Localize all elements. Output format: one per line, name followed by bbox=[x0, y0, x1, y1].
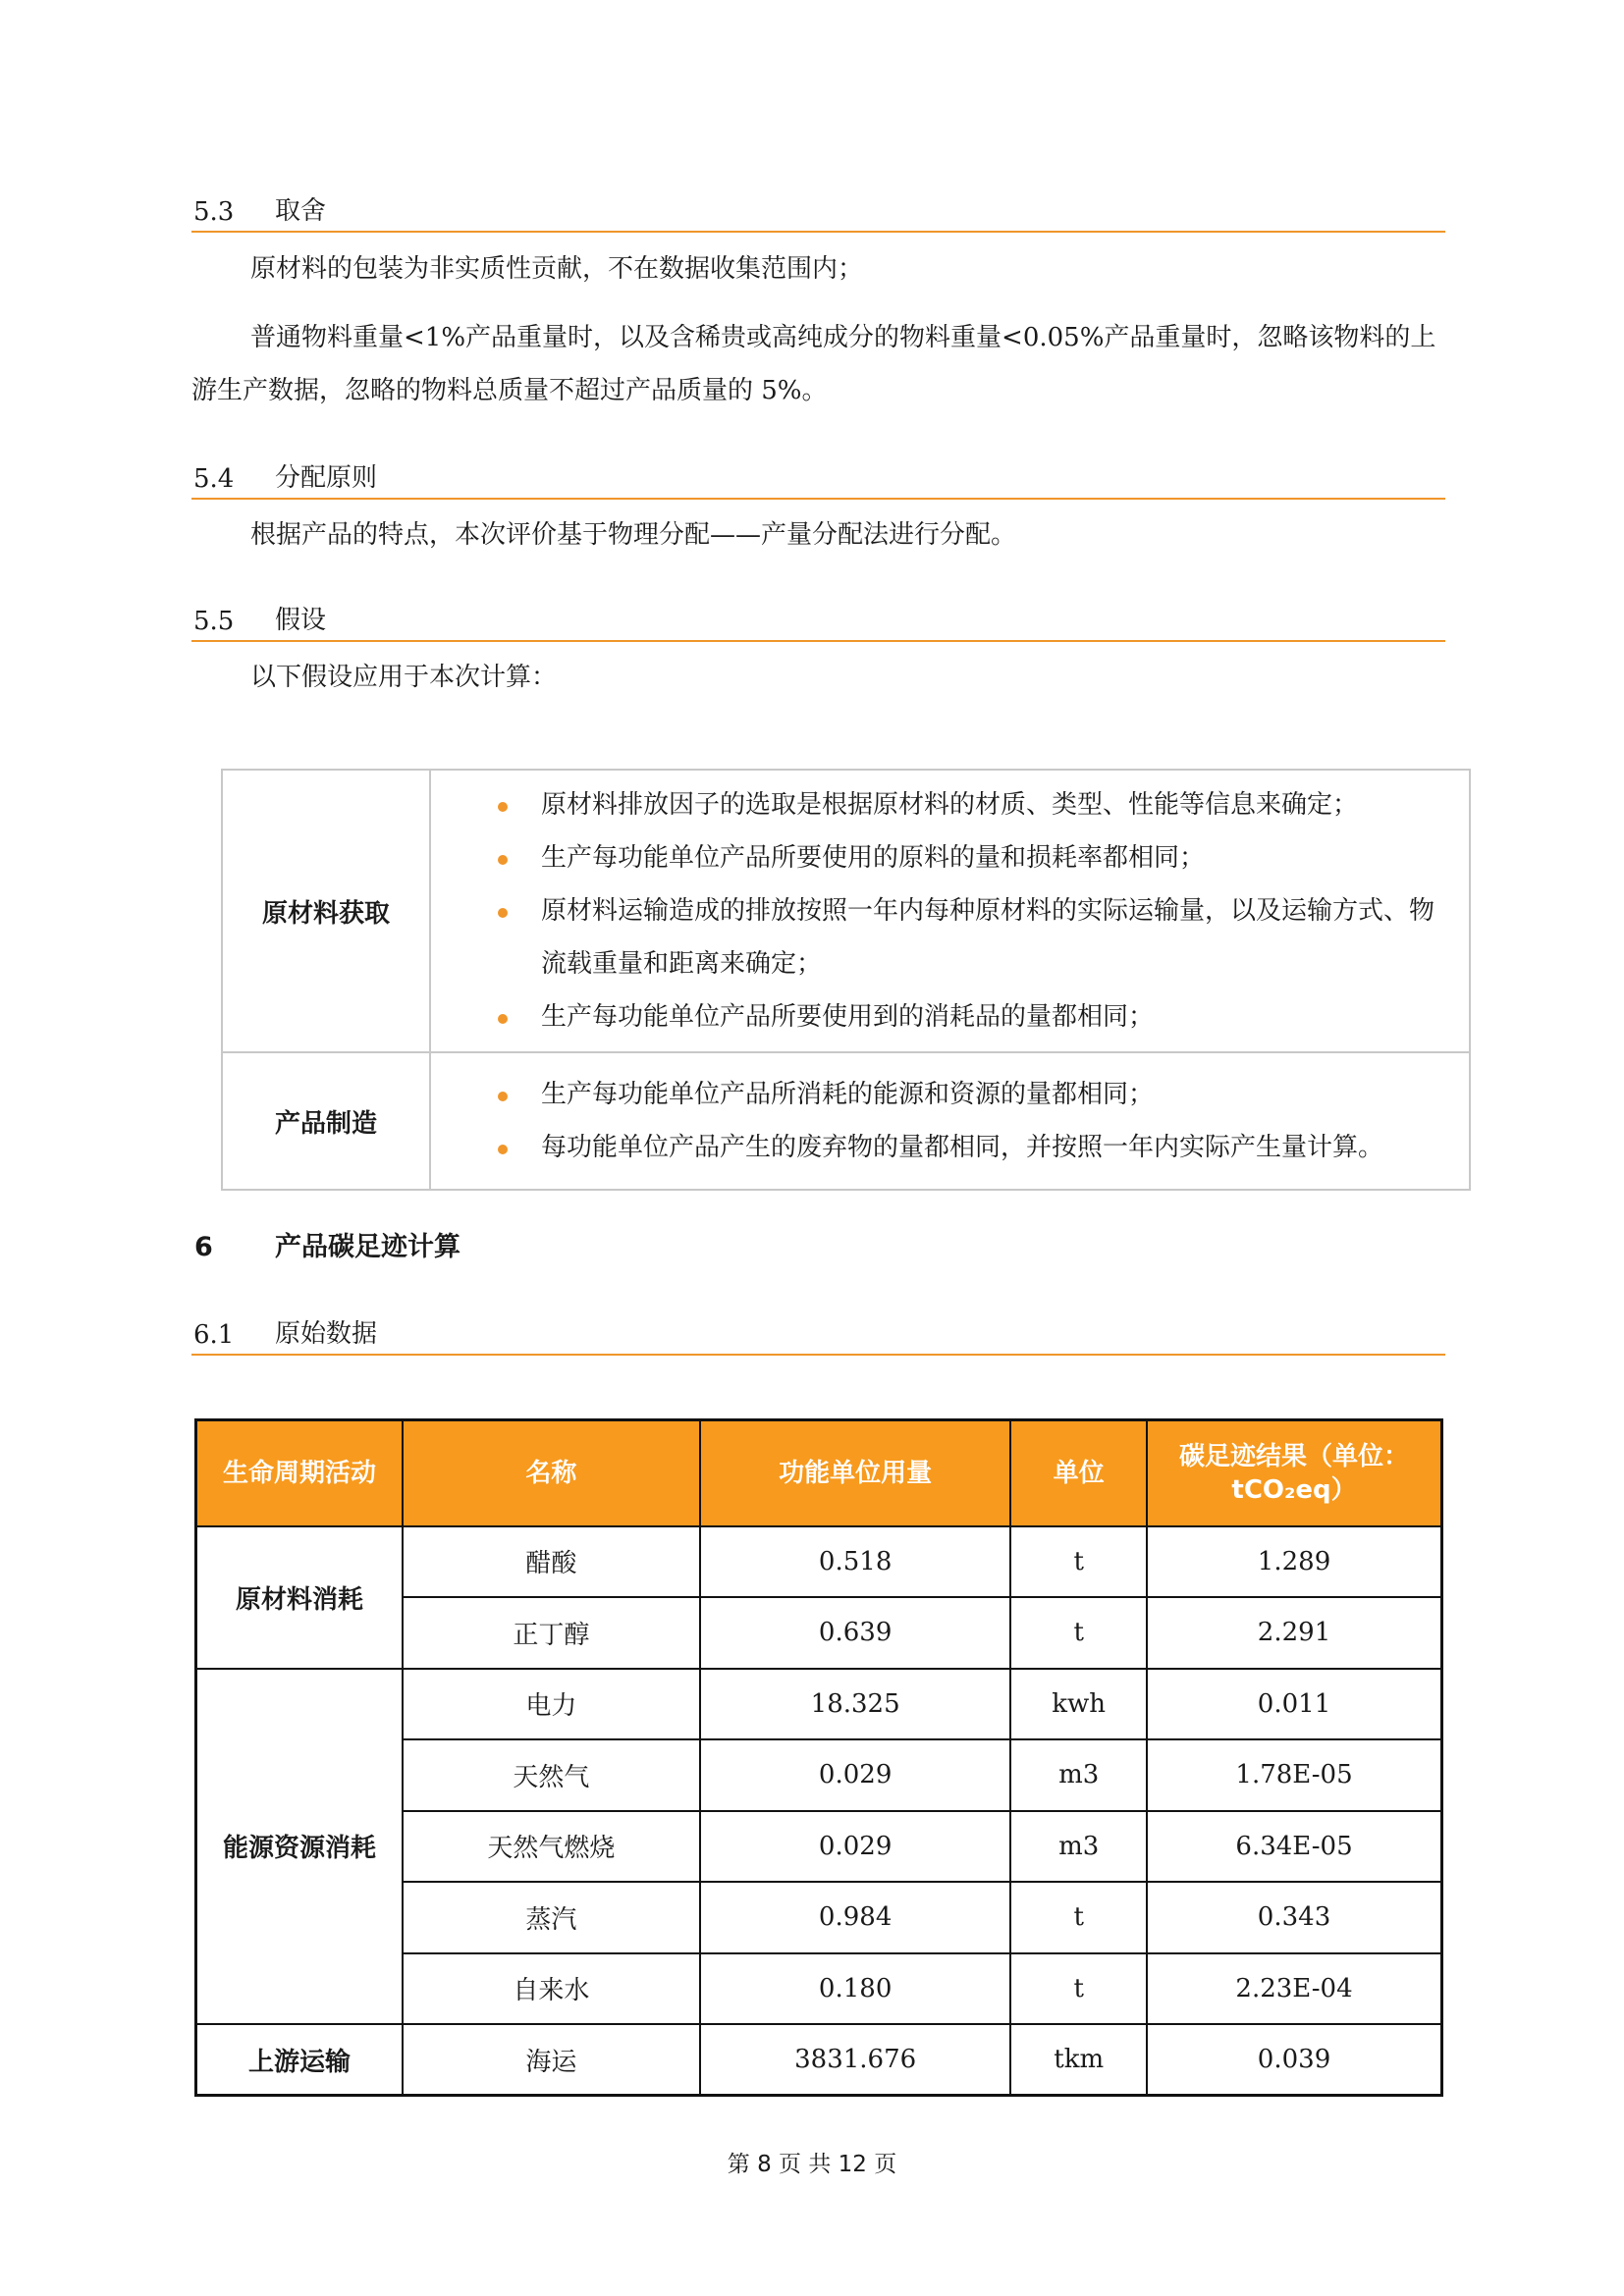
section-number: 5.5 bbox=[193, 607, 235, 636]
list-item: 生产每功能单位产品所要使用到的消耗品的量都相同； bbox=[490, 990, 1459, 1043]
section-title: 假设 bbox=[275, 606, 327, 635]
item-unit: t bbox=[1010, 1953, 1147, 2025]
section-title: 分配原则 bbox=[275, 463, 378, 493]
table-row bbox=[222, 770, 1470, 1052]
item-usage: 0.518 bbox=[700, 1526, 1010, 1598]
section-5-5-heading bbox=[191, 599, 1445, 642]
list-item: 原材料运输造成的排放按照一年内每种原材料的实际运输量，以及运输方式、物流载重量和距离来确定； bbox=[490, 884, 1459, 990]
item-result: 1.289 bbox=[1147, 1526, 1441, 1598]
paragraph-packaging: 原材料的包装为非实质性贡献，不在数据收集范围内； bbox=[250, 254, 864, 284]
list-item: 原材料排放因子的选取是根据原材料的材质、类型、性能等信息来确定； bbox=[490, 778, 1459, 831]
table-row bbox=[196, 1669, 1442, 1740]
category-cell: 能源资源消耗 bbox=[196, 1669, 403, 2025]
header-unit: 单位 bbox=[1010, 1420, 1147, 1526]
assumption-list bbox=[431, 1060, 1469, 1182]
table-row bbox=[196, 1526, 1442, 1598]
item-usage: 0.639 bbox=[700, 1597, 1010, 1669]
paragraph-cutoff: 普通物料重量<1%产品重量时，以及含稀贵或高纯成分的物料重量<0.05%产品重量时，忽略该物料的上游生产数据，忽略的物料总质量不超过产品质量的 5%。 bbox=[191, 323, 1436, 405]
item-unit: tkm bbox=[1010, 2024, 1147, 2096]
header-name: 名称 bbox=[403, 1420, 700, 1526]
chapter-title: 产品碳足迹计算 bbox=[275, 1232, 460, 1262]
item-result: 0.039 bbox=[1147, 2024, 1441, 2096]
item-usage: 0.180 bbox=[700, 1953, 1010, 2025]
list-item: 生产每功能单位产品所消耗的能源和资源的量都相同； bbox=[490, 1068, 1459, 1121]
section-number: 5.4 bbox=[193, 464, 235, 494]
item-name: 自来水 bbox=[403, 1953, 700, 2025]
item-usage: 0.029 bbox=[700, 1739, 1010, 1811]
carbon-footprint-data-table bbox=[194, 1418, 1443, 2097]
assumption-category: 原材料获取 bbox=[222, 770, 430, 1052]
item-name: 海运 bbox=[403, 2024, 700, 2096]
list-item: 生产每功能单位产品所要使用的原料的量和损耗率都相同； bbox=[490, 831, 1459, 884]
assumptions-table bbox=[221, 769, 1471, 1191]
paragraph-assumption-intro: 以下假设应用于本次计算： bbox=[250, 663, 558, 692]
item-name: 电力 bbox=[403, 1669, 700, 1740]
item-usage: 0.029 bbox=[700, 1811, 1010, 1883]
item-name: 天然气燃烧 bbox=[403, 1811, 700, 1883]
item-name: 蒸汽 bbox=[403, 1882, 700, 1953]
item-name: 正丁醇 bbox=[403, 1597, 700, 1669]
item-name: 天然气 bbox=[403, 1739, 700, 1811]
header-activity: 生命周期活动 bbox=[196, 1420, 403, 1526]
item-unit: m3 bbox=[1010, 1811, 1147, 1883]
item-result: 1.78E-05 bbox=[1147, 1739, 1441, 1811]
assumption-category: 产品制造 bbox=[222, 1052, 430, 1190]
header-result: 碳足迹结果（单位： tCO₂eq） bbox=[1147, 1420, 1441, 1526]
item-result: 0.011 bbox=[1147, 1669, 1441, 1740]
item-result: 2.23E-04 bbox=[1147, 1953, 1441, 2025]
item-result: 0.343 bbox=[1147, 1882, 1441, 1953]
item-name: 醋酸 bbox=[403, 1526, 700, 1598]
paragraph-allocation: 根据产品的特点，本次评价基于物理分配——产量分配法进行分配。 bbox=[250, 520, 1017, 550]
item-unit: kwh bbox=[1010, 1669, 1147, 1740]
item-usage: 18.325 bbox=[700, 1669, 1010, 1740]
section-6-1-heading bbox=[191, 1312, 1445, 1356]
item-result: 6.34E-05 bbox=[1147, 1811, 1441, 1883]
item-result: 2.291 bbox=[1147, 1597, 1441, 1669]
chapter-number: 6 bbox=[194, 1232, 213, 1262]
table-row bbox=[222, 1052, 1470, 1190]
item-usage: 3831.676 bbox=[700, 2024, 1010, 2096]
chapter-6-heading bbox=[194, 1225, 460, 1263]
item-unit: m3 bbox=[1010, 1739, 1147, 1811]
header-usage: 功能单位用量 bbox=[700, 1420, 1010, 1526]
section-number: 6.1 bbox=[193, 1320, 235, 1350]
section-number: 5.3 bbox=[193, 197, 235, 227]
item-unit: t bbox=[1010, 1882, 1147, 1953]
table-row bbox=[196, 2024, 1442, 2096]
section-title: 原始数据 bbox=[275, 1319, 378, 1349]
item-usage: 0.984 bbox=[700, 1882, 1010, 1953]
item-unit: t bbox=[1010, 1526, 1147, 1598]
section-5-3-heading bbox=[191, 189, 1445, 233]
assumption-list bbox=[431, 771, 1469, 1051]
page-footer: 第 8 页 共 12 页 bbox=[727, 2152, 897, 2177]
table-header-row bbox=[196, 1420, 1442, 1526]
section-5-4-heading bbox=[191, 456, 1445, 500]
category-cell: 上游运输 bbox=[196, 2024, 403, 2096]
category-cell: 原材料消耗 bbox=[196, 1526, 403, 1669]
list-item: 每功能单位产品产生的废弃物的量都相同，并按照一年内实际产生量计算。 bbox=[490, 1121, 1459, 1174]
item-unit: t bbox=[1010, 1597, 1147, 1669]
section-title: 取舍 bbox=[275, 196, 327, 226]
